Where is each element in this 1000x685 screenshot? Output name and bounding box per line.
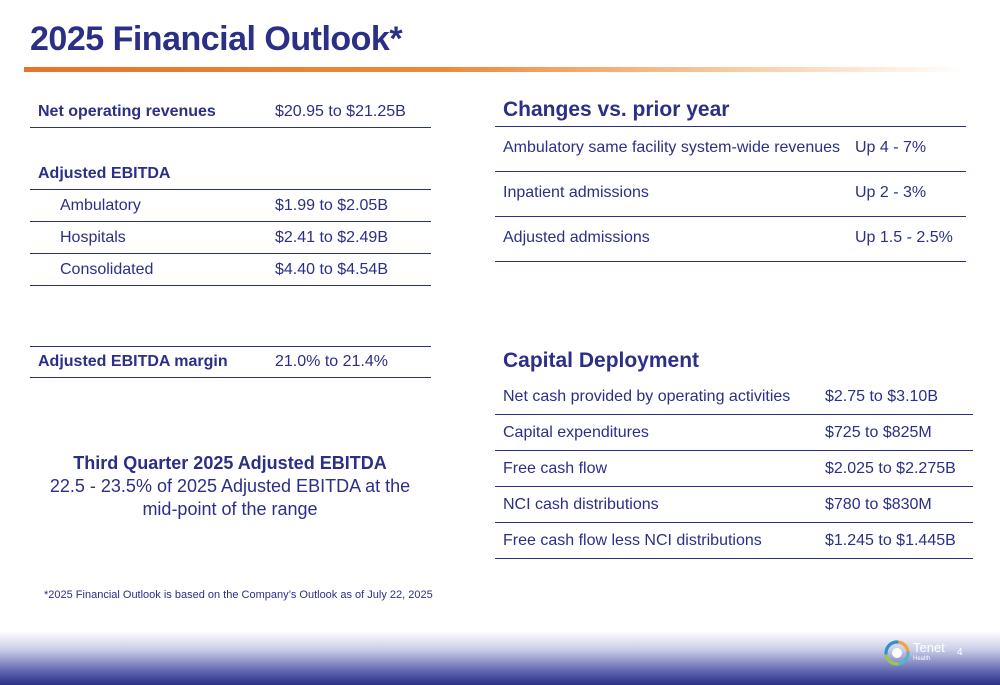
tenet-logo-icon <box>884 640 910 666</box>
ebitda-row-ambulatory <box>30 190 431 222</box>
row-value: Up 1.5 - 2.5% <box>855 229 953 246</box>
net-operating-revenues-row <box>30 96 431 128</box>
row-value: $2.75 to $3.10B <box>825 387 938 405</box>
row-value: Up 4 - 7% <box>855 139 927 156</box>
row-value: $725 to $825M <box>825 423 932 441</box>
title-divider <box>24 67 964 72</box>
page-number: 4 <box>957 647 963 658</box>
row-value: $780 to $830M <box>825 495 932 513</box>
row-label: NCI cash distributions <box>503 495 659 513</box>
capital-row-fcf-less-nci <box>495 523 973 559</box>
footnote: *2025 Financial Outlook is based on the Company’s Outlook as of July 22, 2025 <box>44 589 433 601</box>
ebitda-row-consolidated <box>30 254 431 286</box>
q3-ebitda-callout <box>40 452 420 521</box>
row-value: $1.99 to $2.05B <box>275 196 388 214</box>
row-label: Capital expenditures <box>503 423 649 441</box>
ebitda-row-hospitals <box>30 222 431 254</box>
ebitda-margin-row <box>30 346 431 378</box>
row-label: Hospitals <box>60 228 126 246</box>
row-value: $2.025 to $2.275B <box>825 459 956 477</box>
row-label: Consolidated <box>60 260 154 278</box>
callout-line-1: 22.5 - 23.5% of 2025 Adjusted EBITDA at the <box>49 476 411 496</box>
callout-line-2: mid-point of the range <box>142 499 318 519</box>
capital-heading: Capital Deployment <box>503 349 700 372</box>
row-value: $1.245 to $1.445B <box>825 531 956 549</box>
row-value: $20.95 to $21.25B <box>275 102 406 120</box>
changes-row-inpatient <box>495 172 966 217</box>
row-value: Up 2 - 3% <box>855 184 927 201</box>
row-label: Free cash flow less NCI distributions <box>503 531 762 549</box>
logo-sub-text: Health <box>913 655 931 662</box>
footer-band <box>0 631 1000 685</box>
changes-heading: Changes vs. prior year <box>503 98 730 121</box>
row-value: $2.41 to $2.49B <box>275 228 388 246</box>
section-label: Adjusted EBITDA <box>38 164 171 182</box>
row-label: Inpatient admissions <box>503 184 649 201</box>
row-label: Net operating revenues <box>38 102 216 120</box>
row-label: Adjusted admissions <box>503 229 650 246</box>
logo-brand-text: Tenet <box>913 639 945 655</box>
row-label: Ambulatory <box>60 196 141 214</box>
row-label: Ambulatory same facility system-wide revenues <box>503 139 841 156</box>
row-label: Free cash flow <box>503 459 608 477</box>
capital-row-nci <box>495 487 973 523</box>
changes-row-adjusted <box>495 217 966 262</box>
row-value: 21.0% to 21.4% <box>275 353 388 370</box>
changes-row-ambulatory <box>495 127 966 172</box>
capital-row-fcf <box>495 451 973 487</box>
adjusted-ebitda-heading-row <box>30 158 431 190</box>
row-label: Adjusted EBITDA margin <box>38 353 228 370</box>
page-title: 2025 Financial Outlook* <box>30 20 403 58</box>
callout-heading: Third Quarter 2025 Adjusted EBITDA <box>73 453 387 473</box>
capital-row-net-cash <box>495 379 973 415</box>
row-value: $4.40 to $4.54B <box>275 260 388 278</box>
row-label: Net cash provided by operating activities <box>503 387 791 405</box>
tenet-logo <box>884 636 954 670</box>
capital-row-capex <box>495 415 973 451</box>
